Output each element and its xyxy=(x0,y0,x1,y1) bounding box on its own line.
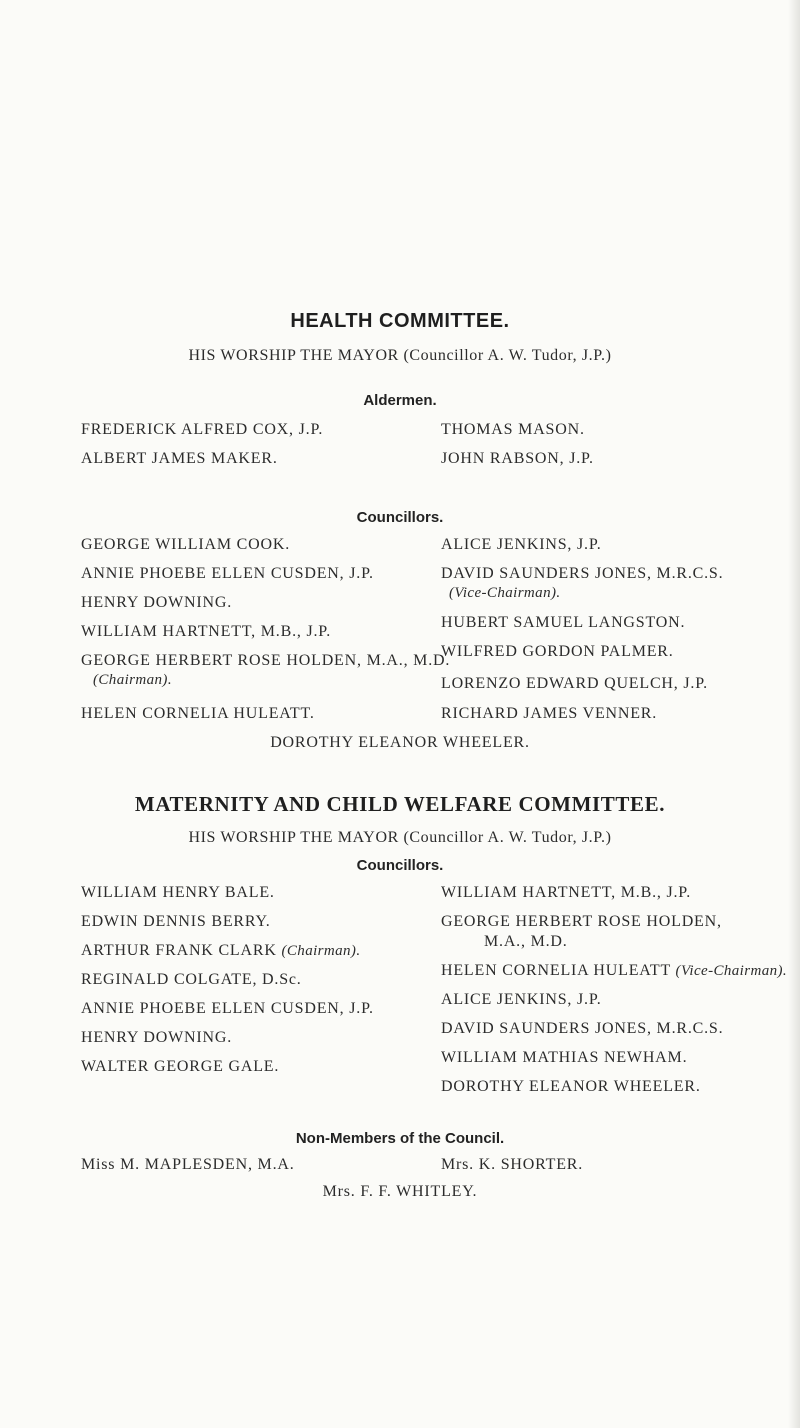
maternity-mayor-line: HIS WORSHIP THE MAYOR (Councillor A. W. Tudor, J.P.) xyxy=(188,829,612,846)
councillor-name: WILLIAM MATHIAS NEWHAM. xyxy=(441,1049,688,1066)
councillor-name: WILLIAM HARTNETT, M.B., J.P. xyxy=(81,623,332,640)
councillor-name: WILLIAM HENRY BALE. xyxy=(81,884,275,901)
non-member-name: Mrs. K. SHORTER. xyxy=(441,1156,584,1173)
councillor-name: EDWIN DENNIS BERRY. xyxy=(81,913,271,930)
non-member-name: Mrs. F. F. WHITLEY. xyxy=(322,1183,478,1200)
councillor-name xyxy=(81,942,360,960)
councillor-name xyxy=(441,962,787,980)
councillor-name: HENRY DOWNING. xyxy=(81,594,233,611)
vice-chairman-role: (Vice-Chairman). xyxy=(675,963,788,979)
councillor-name: GEORGE WILLIAM COOK. xyxy=(81,536,291,553)
councillor-degree: M.A., M.D. xyxy=(484,933,568,950)
health-committee-title: HEALTH COMMITTEE. xyxy=(290,310,510,332)
chairman-role: (Chairman). xyxy=(281,943,361,959)
page-edge-shadow xyxy=(788,0,800,1428)
councillor-name: ALICE JENKINS, J.P. xyxy=(441,991,602,1008)
health-aldermen-heading: Aldermen. xyxy=(363,392,437,409)
councillor-name: DOROTHY ELEANOR WHEELER. xyxy=(270,734,530,751)
councillor-name: HUBERT SAMUEL LANGSTON. xyxy=(441,614,686,631)
councillor-name: HENRY DOWNING. xyxy=(81,1029,233,1046)
councillor-name-text: HELEN CORNELIA HULEATT xyxy=(441,962,671,979)
vice-chairman-role: (Vice-Chairman). xyxy=(449,585,561,601)
councillor-name-text: ARTHUR FRANK CLARK xyxy=(81,942,277,959)
health-councillors-heading: Councillors. xyxy=(356,509,444,526)
chairman-role: (Chairman). xyxy=(93,672,172,688)
maternity-councillors-heading: Councillors. xyxy=(356,857,444,874)
alderman-name: JOHN RABSON, J.P. xyxy=(441,450,594,467)
non-members-heading: Non-Members of the Council. xyxy=(295,1130,505,1147)
councillor-name: DOROTHY ELEANOR WHEELER. xyxy=(441,1078,701,1095)
councillor-name: WILLIAM HARTNETT, M.B., J.P. xyxy=(441,884,692,901)
health-mayor-line: HIS WORSHIP THE MAYOR (Councillor A. W. Tudor, J.P.) xyxy=(188,347,612,364)
non-member-name: Miss M. MAPLESDEN, M.A. xyxy=(81,1156,295,1173)
councillor-name: RICHARD JAMES VENNER. xyxy=(441,705,658,722)
councillor-name: WALTER GEORGE GALE. xyxy=(81,1058,280,1075)
councillor-name: LORENZO EDWARD QUELCH, J.P. xyxy=(441,675,708,692)
councillor-name: GEORGE HERBERT ROSE HOLDEN, M.A., M.D. xyxy=(81,652,451,669)
councillor-name: HELEN CORNELIA HULEATT. xyxy=(81,705,315,722)
councillor-name: DAVID SAUNDERS JONES, M.R.C.S. xyxy=(441,1020,724,1037)
councillor-name: DAVID SAUNDERS JONES, M.R.C.S. xyxy=(441,565,724,582)
councillor-name: GEORGE HERBERT ROSE HOLDEN, xyxy=(441,913,722,930)
alderman-name: ALBERT JAMES MAKER. xyxy=(81,450,278,467)
alderman-name: THOMAS MASON. xyxy=(441,421,585,438)
maternity-committee-title: MATERNITY AND CHILD WELFARE COMMITTEE. xyxy=(134,792,666,816)
alderman-name: FREDERICK ALFRED COX, J.P. xyxy=(81,421,324,438)
councillor-name: ANNIE PHOEBE ELLEN CUSDEN, J.P. xyxy=(81,1000,374,1017)
councillor-name: REGINALD COLGATE, D.Sc. xyxy=(81,971,302,988)
councillor-name: ALICE JENKINS, J.P. xyxy=(441,536,602,553)
councillor-name: WILFRED GORDON PALMER. xyxy=(441,643,674,660)
councillor-name: ANNIE PHOEBE ELLEN CUSDEN, J.P. xyxy=(81,565,374,582)
